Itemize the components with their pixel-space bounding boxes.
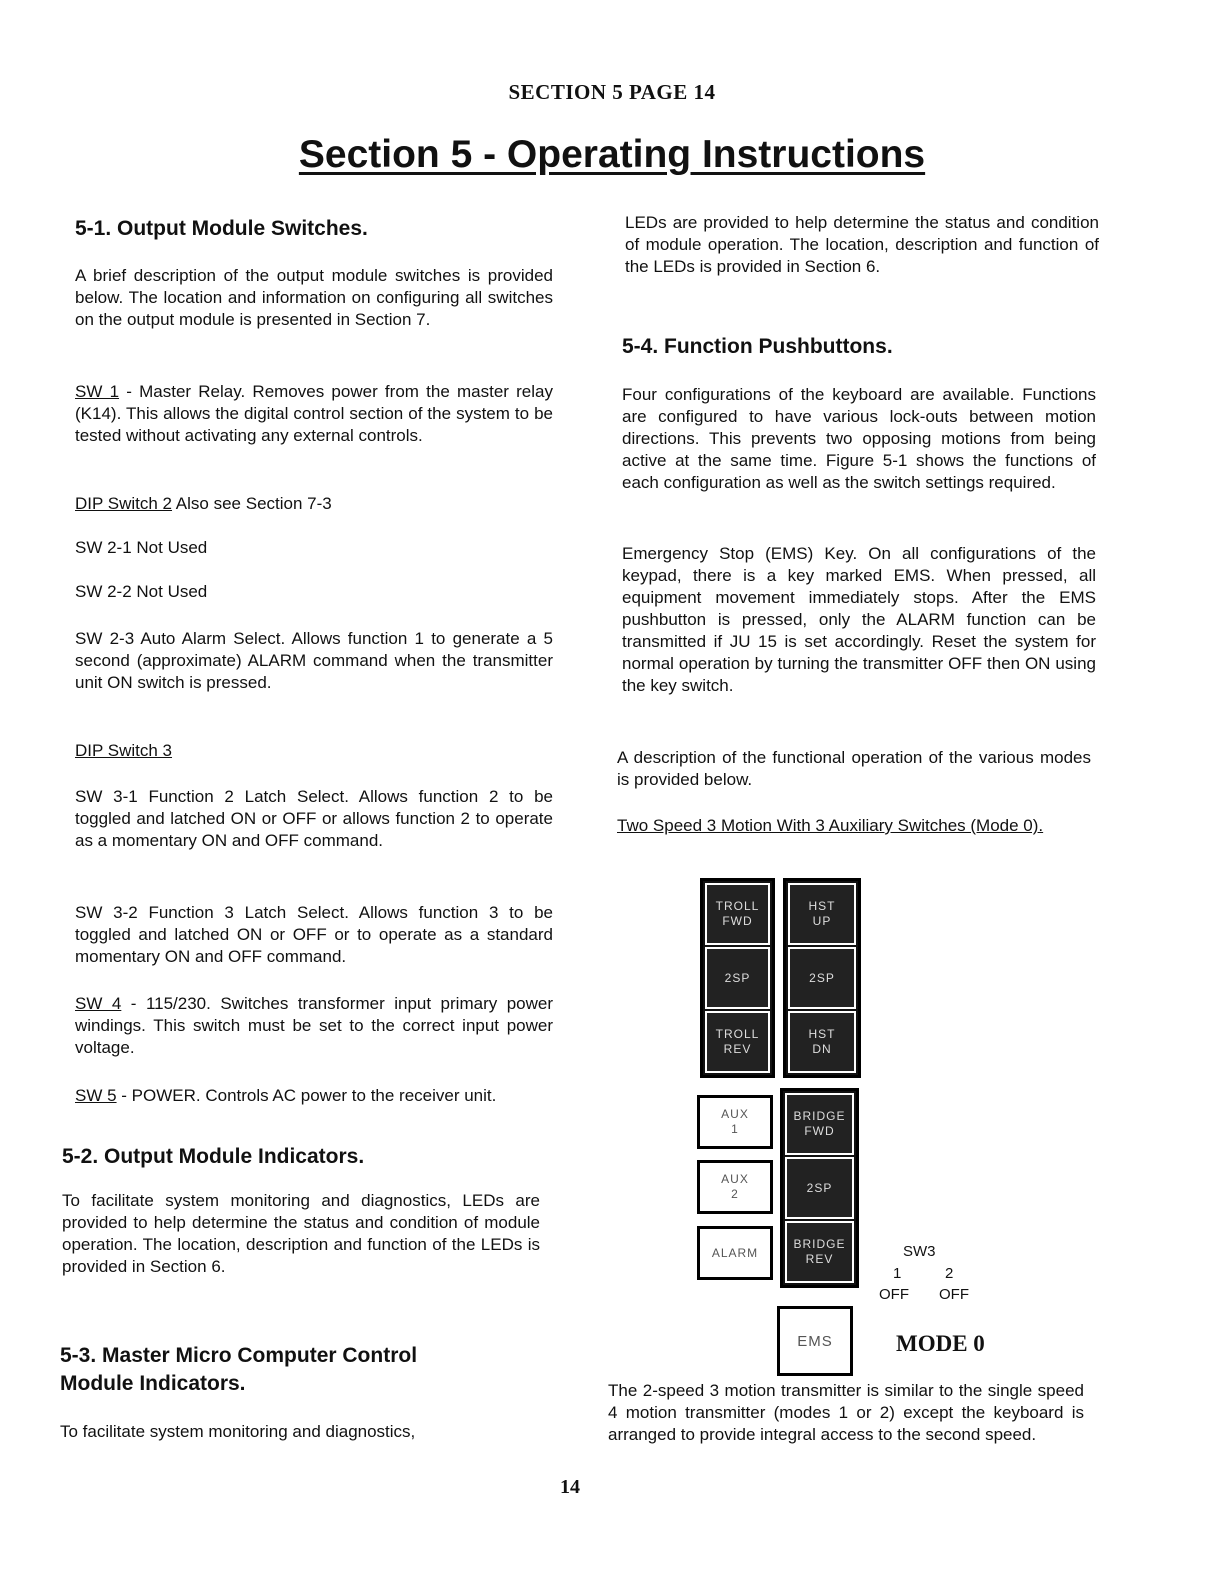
para-mode0-desc: The 2-speed 3 motion transmitter is similar to the single speed 4 motion transmitter (modes 1 or 2) except the keyboard is arranged to provide integral access to the second speed. <box>608 1381 1084 1444</box>
page-number: 14 <box>560 1476 580 1498</box>
heading-5-4: 5-4. Function Pushbuttons. <box>622 335 893 358</box>
sw3-col-2: 2 <box>945 1265 954 1282</box>
key-ems <box>777 1306 853 1376</box>
key-label: HST <box>808 899 836 913</box>
key-label: 2SP <box>724 970 751 985</box>
sw1-text: - Master Relay. Removes power from the master relay (K14). This allows the digital control section of the system to be tested without activating any external controls. <box>75 382 553 445</box>
key-label: TROLL <box>715 899 760 913</box>
para-sw1 <box>75 381 553 447</box>
para-dip2 <box>75 493 553 515</box>
key-label: AUX <box>721 1107 749 1121</box>
para-sw3-2: SW 3-2 Function 3 Latch Select. Allows function 3 to be toggled and latched ON or OFF or to operate as a standard momentary ON and OFF command. <box>75 903 553 966</box>
para-5-2: To facilitate system monitoring and diagnostics, LEDs are provided to help determine the status and condition of module operation. The location, description and function of the LEDs is provided in Section 6. <box>62 1191 540 1276</box>
para-sw2-2: SW 2-2 Not Used <box>75 582 208 601</box>
para-leds-cont: LEDs are provided to help determine the status and condition of module operation. The location, description and function of the LEDs is provided in Section 6. <box>625 213 1099 276</box>
para-sw3-1: SW 3-1 Function 2 Latch Select. Allows function 2 to be toggled and latched ON or OFF or allows function 2 to operate as a momentary ON and OFF command. <box>75 787 553 850</box>
key-label: 2 <box>731 1187 739 1201</box>
key-aux-1 <box>697 1095 773 1149</box>
heading-5-1: 5-1. Output Module Switches. <box>75 217 368 240</box>
sw5-text: - POWER. Controls AC power to the receiver unit. <box>116 1086 497 1105</box>
dip2-label: DIP Switch 2 <box>75 494 173 513</box>
key-label: FWD <box>804 1124 835 1138</box>
key-troll-fwd <box>705 883 770 945</box>
heading-5-3-line1: 5-3. Master Micro Computer Control <box>60 1344 418 1367</box>
para-5-4: Four configurations of the keyboard are available. Functions are configured to have various lock-outs between motion directions. This prevents two opposing motions from being active at the same time. Figure 5-1 shows the functions of each configuration as well as the switch settings required. <box>622 385 1096 492</box>
key-hst-dn <box>788 1011 856 1073</box>
key-label: REV <box>805 1252 834 1266</box>
key-label: 2SP <box>809 970 835 985</box>
key-label: ALARM <box>711 1245 759 1260</box>
key-bridge-rev <box>785 1221 854 1283</box>
key-label: UP <box>812 914 832 928</box>
key-label: AUX <box>721 1172 749 1186</box>
sw1-label: SW 1 <box>75 382 120 401</box>
heading-5-3-line2: Module Indicators. <box>60 1372 246 1395</box>
key-2sp-bottom <box>785 1157 854 1219</box>
dip2-text: Also see Section 7-3 <box>172 494 332 513</box>
mode-label: MODE 0 <box>896 1331 985 1356</box>
sw3-col-1: 1 <box>893 1265 902 1282</box>
heading-5-2: 5-2. Output Module Indicators. <box>62 1145 365 1168</box>
para-sw4 <box>75 993 553 1059</box>
para-modes: A description of the functional operation of the various modes is provided below. <box>617 748 1091 789</box>
key-label: BRIDGE <box>793 1237 846 1251</box>
key-label: BRIDGE <box>793 1109 846 1123</box>
key-label: REV <box>723 1042 752 1056</box>
sw5-label: SW 5 <box>75 1086 117 1105</box>
key-aux-2 <box>697 1160 773 1214</box>
key-label: EMS <box>797 1332 833 1350</box>
sw4-text: - 115/230. Switches transformer input primary power windings. This switch must be set to the correct input power voltage. <box>75 994 554 1057</box>
page-title-text: Section 5 - Operating Instructions <box>298 133 926 176</box>
key-label: TROLL <box>715 1027 760 1041</box>
mode0-heading: Two Speed 3 Motion With 3 Auxiliary Switches (Mode 0). <box>617 816 1044 835</box>
key-alarm <box>697 1226 773 1280</box>
key-label: 2SP <box>806 1180 833 1195</box>
key-label: DN <box>812 1042 832 1056</box>
page-title <box>0 133 1224 177</box>
sw3-label: SW3 <box>903 1243 936 1260</box>
key-2sp-right <box>788 947 856 1009</box>
running-header: SECTION 5 PAGE 14 <box>508 80 716 104</box>
para-5-1-intro: A brief description of the output module switches is provided below. The location and information on configuring all switches on the output module is presented in Section 7. <box>75 266 553 329</box>
para-sw5 <box>75 1085 553 1107</box>
sw3-val-1: OFF <box>879 1286 909 1303</box>
sw4-label: SW 4 <box>75 994 122 1013</box>
key-troll-rev <box>705 1011 770 1073</box>
key-label: 1 <box>731 1122 739 1136</box>
key-2sp-left <box>705 947 770 1009</box>
dip3-label: DIP Switch 3 <box>75 741 173 760</box>
key-hst-up <box>788 883 856 945</box>
para-sw2-3: SW 2-3 Auto Alarm Select. Allows function 1 to generate a 5 second (approximate) ALARM command when the transmitter unit ON switch is pressed. <box>75 629 553 692</box>
key-bridge-fwd <box>785 1093 854 1155</box>
key-label: HST <box>808 1027 836 1041</box>
sw3-val-2: OFF <box>939 1286 969 1303</box>
key-label: FWD <box>722 914 753 928</box>
para-sw2-1: SW 2-1 Not Used <box>75 538 208 557</box>
para-ems: Emergency Stop (EMS) Key. On all configurations of the keypad, there is a key marked EMS. When pressed, all equipment movement immediately stops. After the EMS pushbutton is pressed, only the ALARM function can be transmitted if JU 15 is set accordingly. Reset the system for normal operation by turning the transmitter OFF then ON using the key switch. <box>622 544 1096 695</box>
para-5-3: To facilitate system monitoring and diagnostics, <box>60 1422 416 1441</box>
para-dip3 <box>75 740 553 762</box>
